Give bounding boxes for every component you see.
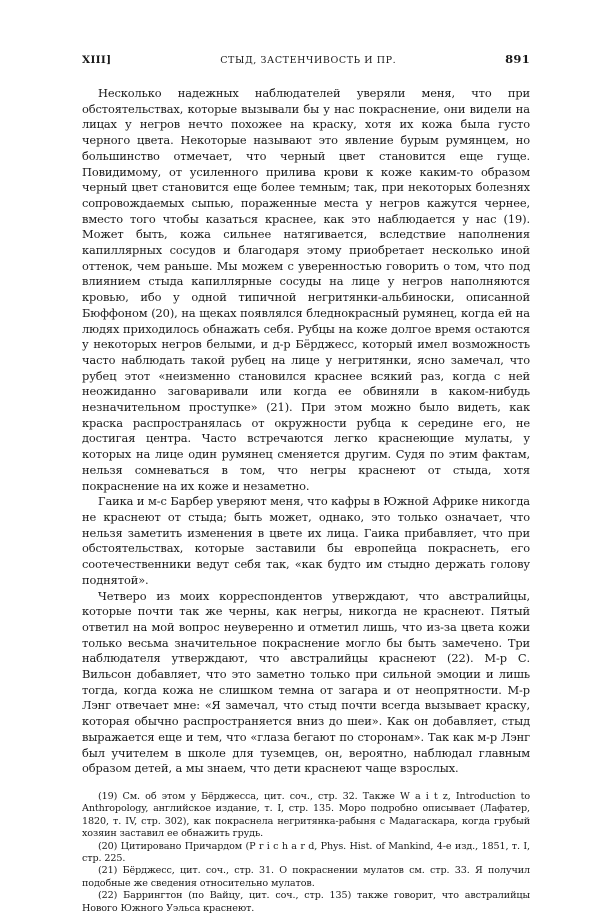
footnote: (19) См. об этом у Бёрджесса, цит. соч., стр. 32. Также W a i t z, Introduction to Anthropology, английское издание, т. I, стр. 135. Моро подробно описывает (Лафатер, 1820, т. IV, стр. 302), как покраснела негритянка-рабыня с Мадагаскара, когда грубый хозяин заставил ее обнажить грудь. <box>82 790 530 840</box>
running-title: СТЫД, ЗАСТЕНЧИВОСТЬ И ПР. <box>220 55 397 66</box>
body-text <box>82 86 530 777</box>
running-header <box>82 52 530 70</box>
footnotes <box>82 791 530 915</box>
paragraph: Гаика и м-с Барбер уверяют меня, что кафры в Южной Африке никогда не краснеют от стыда; быть может, однако, это только означает, что нельзя заметить изменения в цвете их лица. Гаика прибавляет, что при обстоятельствах, которые заставили бы европейца покраснеть, его соотечественники ведут себя так, «как будто им стыдно держать голову поднятой». <box>82 494 530 587</box>
chapter-number: XIII] <box>82 54 112 66</box>
page <box>82 52 530 915</box>
footnote: (21) Бёрджесс, цит. соч., стр. 31. О покраснении мулатов см. стр. 33. Я получил подобные же сведения относительно мулатов. <box>82 865 530 889</box>
paragraph: Четверо из моих корреспондентов утверждают, что австралийцы, которые почти так же черны, как негры, никогда не краснеют. Пятый ответил на мой вопрос неуверенно и отметил лишь, что из-за цвета кожи только весьма значительное покраснение могло бы быть замечено. Три наблюдателя утверждают, что австралийцы краснеют (22). М-р С. Вильсон добавляет, что это заметно только при сильной эмоции и лишь тогда, когда кожа не слишком темна от загара и от неопрятности. М-р Лэнг отвечает мне: «Я замечал, что стыд почти всегда вызывает краску, которая обычно распространяется вниз до шеи». Как он добавляет, стыд выражается еще и тем, что «глаза бегают по сторонам». Так как м-р Лэнг был учителем в школе для туземцев, он, вероятно, наблюдал главным образом детей, а мы знаем, что дети краснеют чаще взрослых. <box>82 588 530 776</box>
paragraph: Несколько надежных наблюдателей уверяли меня, что при обстоятельствах, которые вызывали бы у нас покраснение, они видели на лицах у негров нечто похожее на краску, хотя их кожа была густо черного цвета. Некоторые называют это явление бурым румянцем, но большинство отмечает, что черный цвет становится еще гуще. Повидимому, от усиленного прилива крови к коже каким-то образом черный цвет становится еще более темным; так, при некоторых болезнях сопровождаемых сыпью, пораженные места у негров кажутся чернее, вместо того чтобы казаться краснее, как это наблюдается у нас (19). Может быть, кожа сильнее натягивается, вследствие наполнения капиллярных сосудов и благодаря этому приобретает несколько иной оттенок, чем раньше. Мы можем с уверенностью говорить о том, что под влиянием стыда капиллярные сосуды на лице у негров наполняются кровью, ибо у одной типичной негритянки-альбиноски, описанной Бюффоном (20), на щеках появлялся бледнокрасный румянец, когда ей на людях приходилось обнажать себя. Рубцы на коже долгое время остаются у некоторых негров белыми, и д-р Бёрджесс, который имел возможность часто наблюдать такой рубец на лице у негритянки, ясно замечал, что рубец этот «неизменно становился краснее всякий раз, когда с ней неожиданно заговаривали или когда ее обвиняли в каком-нибудь незначительном проступке» (21). При этом можно было видеть, как краска распространялась от окружности рубца к середине его, не достигая центра. Часто встречаются легко краснеющие мулаты, у которых на лице один румянец сменяется другим. Судя по этим фактам, нельзя сомневаться в том, что негры краснеют от стыда, хотя покраснение на их коже и незаметно. <box>82 86 530 493</box>
page-number: 891 <box>505 52 530 66</box>
footnote: (22) Баррингтон (по Вайцу, цит. соч., стр. 135) также говорит, что австралийцы Нового Южного Уэльса краснеют. <box>82 890 530 914</box>
footnote: (20) Цитировано Причардом (P r i c h a r d, Phys. Hist. of Mankind, 4-е изд., 1851, т. I, стр. 225. <box>82 840 530 864</box>
